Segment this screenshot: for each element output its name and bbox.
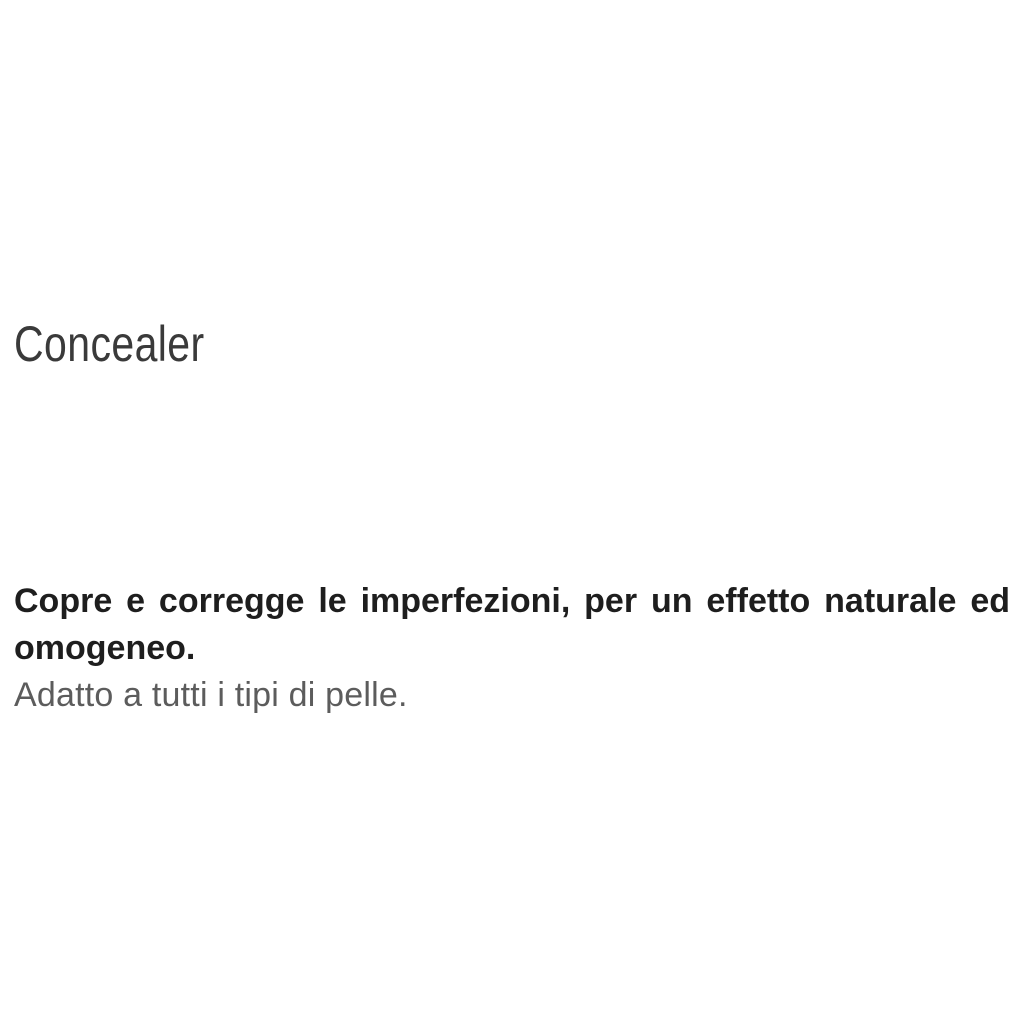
description-regular-line: Adatto a tutti i tipi di pelle.	[14, 676, 408, 714]
product-title-text: Concealer	[14, 316, 205, 372]
description-bold-line-1: Copre e corregge le imperfezioni, per un effetto naturale ed	[14, 582, 1010, 620]
product-title	[14, 316, 246, 372]
description-bold-line-2: omogeneo.	[14, 629, 196, 667]
product-description-block	[14, 578, 1010, 719]
